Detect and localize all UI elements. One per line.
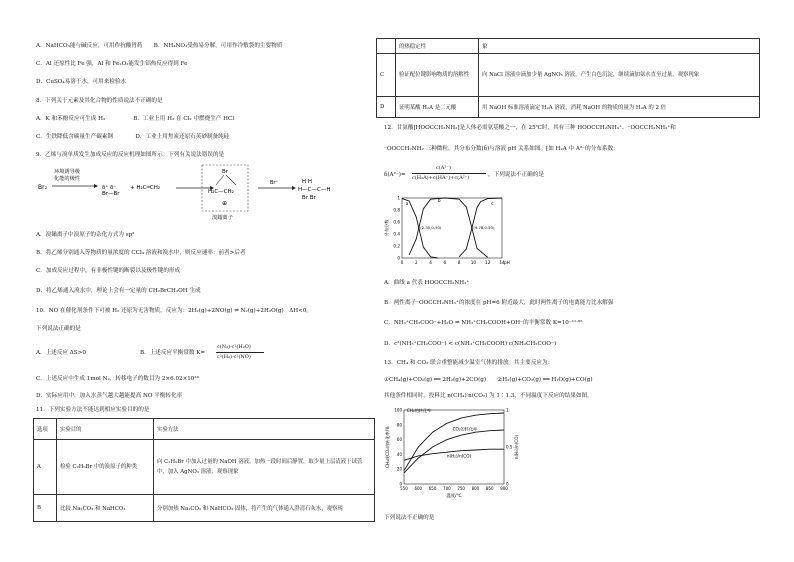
q9-option-d: D．将乙烯通入溴水中，理论上会有一定量的 CH₂BrCH₂OH 生成: [36, 288, 201, 294]
distribution-chart: [384, 192, 514, 272]
x-tick-label: 14: [499, 260, 505, 265]
series-label: n(H₂)/n(CO): [446, 453, 472, 459]
q12-line-2: ⁻OOCCH₂NH₂ 三种微粒，其分布分数(δ)与溶液 pH 关系如图。[如 H₂A 中 A²⁻的分布系数：: [384, 146, 619, 152]
q7-option-ab: A．NaHCO₃能与碱反应，可用作抗酸胃药 B．NH₄NO₃受热易分解，可用作冷敷袋的主要物质: [36, 43, 283, 49]
row-c-option: C: [377, 54, 396, 97]
curve-label: a: [405, 202, 409, 208]
arrow-label: Br⁻: [270, 180, 279, 186]
series-label: CH₄的转化率: [406, 408, 432, 414]
plus-sign: ⊕: [222, 200, 228, 207]
row-a-option: A: [34, 440, 57, 495]
product-chain: H—C—C—H: [298, 187, 331, 193]
q13-line-3: 其他条件相同时，投料比 n(CH₄)∶n(CO₂) 为 1∶1.3，不同温度下反应的结果如图。: [384, 393, 593, 399]
q11-stem: 11．下列实验方法不能达到相应实验目的的是: [36, 407, 150, 413]
x-tick-label: 12: [485, 260, 491, 265]
cont-row-method: 象: [479, 39, 760, 54]
row-d-method: 用 NaOH 标准溶液滴定 H₂A 溶液，消耗 NaOH 的物质的量为 H₂A 的 2 倍: [479, 97, 760, 118]
q9-option-c: C．加成反应过程中，有非极性键的断裂以及极性键的形成: [36, 268, 181, 274]
x-tick-label: 6: [443, 260, 447, 265]
q10-stem: 10．NO 在催化剂条件下可被 H₂ 还原为无害物质，反应为：2H₂(g)+2NO(g) ⇌ N₂(g)+2H₂O(g) ΔH<0。: [36, 308, 312, 314]
mechanism-svg: [36, 163, 346, 225]
annotation-label: (2.35,0.50): [420, 225, 442, 230]
y-axis-label: CH₄或CO₂的转化率/%: [385, 426, 390, 468]
row-c-purpose: 验证配位键影响物质的溶解性: [396, 54, 479, 97]
row-a-method: 向 C₂H₅Br 中加入过量的 NaOH 溶液，加热一段时间后静置，取少量上层清液于试管中，加入 AgNO₃ 溶液，观察现象: [154, 440, 375, 495]
ion-label: 溴鎓离子: [212, 215, 233, 221]
q11-table: [33, 418, 375, 522]
header-option: 选项: [34, 419, 57, 440]
row-b-purpose: 比较 Na₂CO₃ 和 NaHCO₃: [57, 495, 154, 522]
row-c-method: 向 NaCl 溶液中滴加少量 AgNO₃ 溶液，产生白色沉淀，继续滴加氨水直至过量，观察现象: [479, 54, 760, 97]
q8-option-ab: A．K 和苯酚反应可生成 H₂ B．工业上用 H₂ 在 Cl₂ 中燃烧生产 HCl: [36, 116, 235, 122]
note-line2: 化能的极性: [54, 176, 80, 182]
x-tick-label: 750: [457, 486, 465, 491]
br-br-text: δ⁺ δ⁻: [102, 185, 117, 191]
product-br: Br Br: [302, 195, 316, 201]
y-tick-label: 100: [394, 407, 402, 413]
q10-option-d: D．实际应用中，加入水蒸气越大越能提高 NO 平衡转化率: [36, 393, 183, 399]
q12-line-1: 12．甘氨酸[HOOCCH₂NH₂]是人体必需氨基酸之一，在 25℃时，其有三种 HOOCCH₂NH₃⁺、⁻OOCCH₂NH₃⁺和: [384, 125, 676, 131]
br-br-mol: Br—Br: [102, 191, 120, 197]
x-tick-label: 700: [443, 486, 451, 491]
product-h: H H: [302, 179, 313, 185]
header-purpose: 实验目的: [57, 419, 154, 440]
row-d-option: D: [377, 97, 396, 118]
delta-denominator: c(H₂A)+c(HA⁻)+c(A²⁻): [412, 175, 470, 181]
arrow-3-head: [292, 186, 296, 190]
y-tick-label: 0: [399, 481, 402, 487]
x-tick-label: 800: [471, 486, 480, 491]
note-line1: 环境诱导极: [54, 169, 80, 175]
x-tick-label: 8: [457, 260, 461, 265]
arrow-1-head: [94, 184, 98, 188]
x-tick-label: 850: [485, 486, 494, 491]
y-tick-label: 0.2: [393, 243, 400, 249]
q10-option-b: B．上述反应平衡常数 K=: [140, 350, 206, 356]
y-tick-label: 20: [396, 466, 402, 472]
y-tick-label: 0.4: [393, 231, 400, 237]
x-axis-label: 温度/℃: [446, 494, 462, 499]
q12-option-d: D．c²(NH₃⁺CH₂COO⁻) < c(NH₃⁺CH₂COOH)·c(NH₂CH₂COO⁻): [384, 341, 557, 347]
y2-axis-label: n(H₂)/n(CO): [514, 434, 519, 460]
cont-row-purpose: 的热稳定性: [396, 39, 479, 54]
x-tick-label: 600: [414, 486, 423, 491]
x-tick-label: 900: [500, 486, 508, 491]
annotation-label: (9.78,0.50): [473, 225, 495, 230]
header-method: 实验方法: [154, 419, 375, 440]
q12-option-b: B．两性离子⁻OOCCH₂NH₃⁺的浓度在 pH=6 附近最大，此时两性离子的电离能力比水解强: [384, 300, 614, 306]
table-row: [377, 97, 760, 118]
conversion-chart: [384, 404, 534, 504]
delta-lhs: δ(A²⁻)=: [384, 172, 406, 178]
y-tick-label: 1: [397, 195, 400, 201]
q9-option-b: B．将乙烯分别通入等物质的量浓度的 CCl₄ 溶液和溴水中，则反应速率：前者>后者: [36, 250, 246, 256]
q10-option-c: C．上述反应中生成 1mol N₂，转移电子的数目为 2×6.02×10²³: [36, 376, 199, 382]
row-b-method: 分别加热 Na₂CO₃ 和 NaHCO₃ 固体，将产生的气体通入澄清石灰水，观察现: [154, 495, 375, 522]
x-tick-label: 10: [470, 260, 477, 265]
y-tick-label: 40: [396, 451, 402, 457]
bond-1: [216, 175, 224, 185]
y-tick-label: 0.8: [393, 207, 400, 213]
y2-tick-label: 0: [506, 481, 509, 487]
series-label: CO₂的转化率: [452, 426, 478, 432]
q8-stem: 8．下列关于元素及其化合物的性质说法不正确的是: [36, 98, 163, 104]
table-row: [34, 440, 375, 495]
table-row: [377, 39, 760, 54]
q10-b-denominator: c²(H₂)·c²(NO): [217, 354, 251, 360]
y-axis-label: 分布分数: [384, 219, 389, 237]
bond-2: [226, 175, 236, 185]
y-tick-label: 0: [397, 255, 400, 261]
q12-option-c: C．NH₃⁺CH₂COO⁻+H₂O ⇌ NH₃⁺CH₂COOH+OH⁻的平衡常数 K=10⁻¹¹·⁶⁵: [384, 320, 583, 326]
table-row: [377, 54, 760, 97]
q10-option-a: A．上述反应 ΔS>0: [36, 350, 86, 356]
y2-tick-label: 1: [506, 407, 509, 413]
delta-numerator: c(A²⁻): [436, 165, 451, 171]
row-d-purpose: 证明某酸 H₂A 是二元酸: [396, 97, 479, 118]
table-header-row: [34, 419, 375, 440]
y-tick-label: 0.6: [393, 219, 400, 225]
br2-text: Br₂: [38, 184, 47, 191]
x-tick-label: 4: [429, 260, 432, 265]
q9-option-a: A．溴鎓离子中溴原子的杂化方式为 sp³: [36, 232, 135, 238]
ethene-text: + H₂C═CH₂: [130, 185, 161, 191]
row-b-option: B: [34, 495, 57, 522]
y-tick-label: 80: [396, 422, 402, 428]
q7-option-d: D．CuSO₄易溶于水，可用来检验水: [36, 79, 127, 85]
q11-table-continued: [376, 38, 760, 118]
x-tick-label: 550: [400, 486, 408, 491]
delta-fraction-bar: [412, 173, 486, 174]
x-axis-label: pH: [504, 260, 510, 265]
x-tick-label: 0: [400, 260, 404, 265]
q7-option-c: C．Al 还原性比 Fe 强，Al 和 Fe₂O₃能发生铝热反应得到 Fe: [36, 61, 188, 67]
bromonium-br: Br: [222, 169, 229, 175]
q12-option-a: A．曲线 a 代表 HOOCCH₂NH₃⁺: [384, 280, 470, 286]
curve-label: b: [437, 199, 441, 205]
q8-option-cd: C．生铁降低含碳量生产碳素钢 D．工业上用焦炭还原石英砂制备纯硅: [36, 134, 230, 140]
curve-label: c: [491, 202, 494, 208]
q13-line-1: 13．CH₄ 和 CO₂ 联合重整能减少温室气体的排放。其主要反应为：: [384, 360, 554, 366]
row-a-purpose: 检验 C₂H₅Br 中的溴原子的种类: [57, 440, 154, 495]
y2-tick-label: 0.5: [506, 444, 513, 450]
q10-b-fraction-bar: [216, 352, 264, 353]
y-tick-label: 60: [396, 437, 402, 443]
q10-sub: 下列说法正确的是: [36, 326, 81, 332]
bromonium-ring: H₂C—CH₂: [208, 189, 234, 195]
q13-footer: 下列说法不正确的是: [384, 515, 435, 521]
q12-line-3: ，下列说法不正确的是: [488, 172, 544, 178]
q10-b-numerator: c(N₂)·c²(H₂O): [217, 344, 251, 350]
q9-stem: 9．乙烯与溴单质发生加成反应的反应机理如图所示。下列有关说法错误的是: [36, 152, 225, 158]
cont-row-option: [377, 39, 396, 54]
x-tick-label: 650: [428, 486, 437, 491]
q9-mechanism-diagram: [36, 163, 346, 225]
q13-line-2: ①CH₄(g)+CO₂(g) ══ 2H₂(g)+2CO(g) ②H₂(g)+CO₂(g) ══ H₂O(g)+CO(g): [384, 377, 593, 383]
x-tick-label: 2: [414, 260, 418, 265]
table-row: [34, 495, 375, 522]
